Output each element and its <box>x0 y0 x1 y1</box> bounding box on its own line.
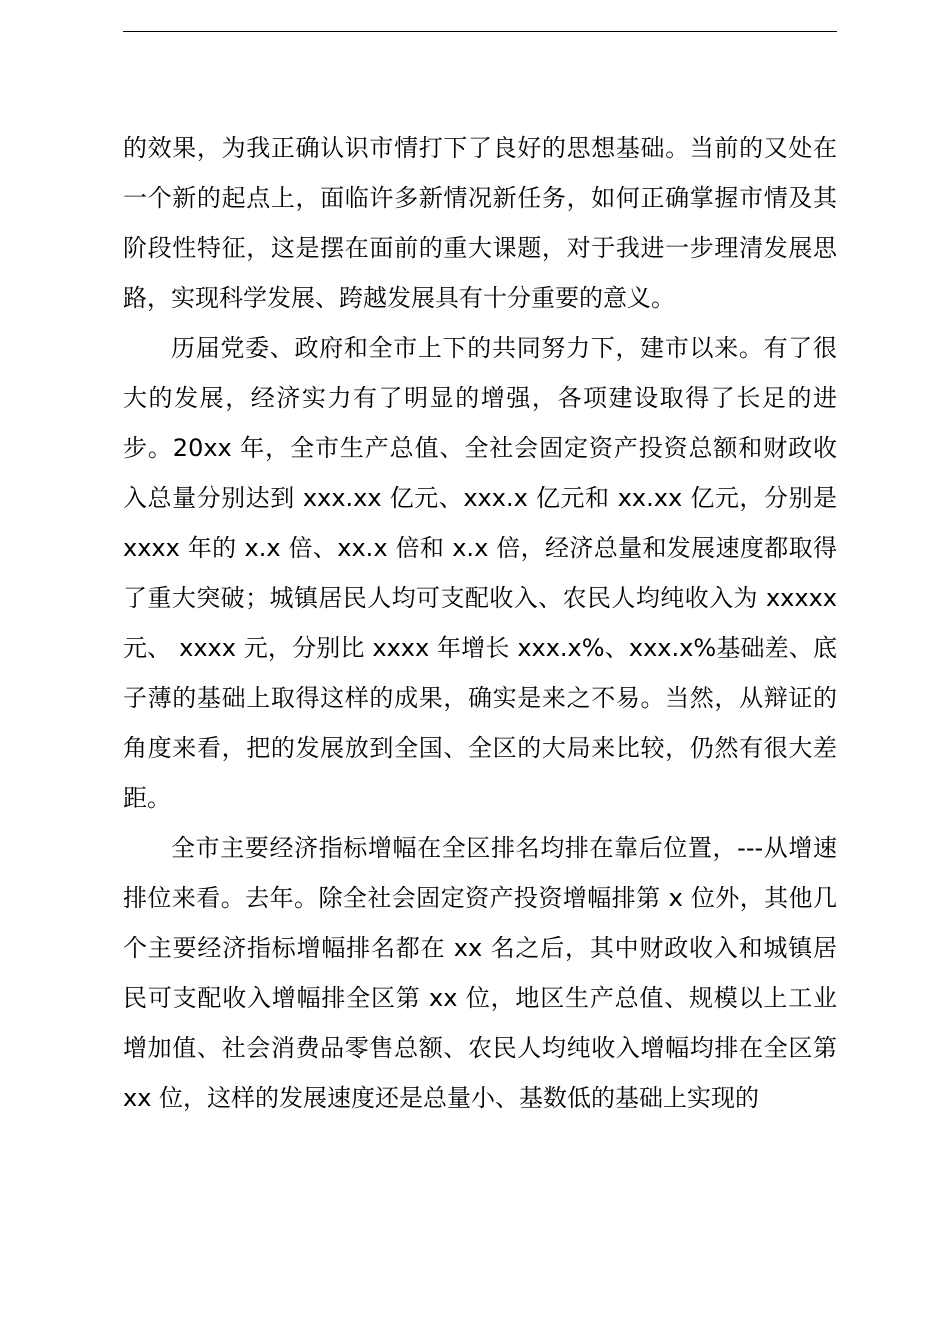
header-rule <box>123 31 837 32</box>
paragraph-2: 历届党委、政府和全市上下的共同努力下，建市以来。有了很大的发展，经济实力有了明显的增强，各项建设取得了长足的进步。20xx 年，全市生产总值、全社会固定资产投资总额和财政收入总量分别达到 xxx.xx 亿元、xxx.x 亿元和 xx.xx 亿元，分别是 xxxx 年的 x.x 倍、xx.x 倍和 x.x 倍，经济总量和发展速度都取得了重大突破；城镇居民人均可支配收入、农民人均纯收入为 xxxxx 元、 xxxx 元，分别比 xxxx 年增长 xxx.x%、xxx.x%基础差、底子薄的基础上取得这样的成果，确实是来之不易。当然，从辩证的角度来看，把的发展放到全国、全区的大局来比较，仍然有很大差距。 <box>123 334 837 812</box>
document-body <box>123 123 837 1123</box>
paragraph-1: 的效果，为我正确认识市情打下了良好的思想基础。当前的又处在一个新的起点上，面临许多新情况新任务，如何正确掌握市情及其阶段性特征，这是摆在面前的重大课题，对于我进一步理清发展思路，实现科学发展、跨越发展具有十分重要的意义。 <box>123 134 837 312</box>
paragraph-3: 全市主要经济指标增幅在全区排名均排在靠后位置，---从增速排位来看。去年。除全社会固定资产投资增幅排第 x 位外，其他几个主要经济指标增幅排名都在 xx 名之后，其中财政收入和城镇居民可支配收入增幅排全区第 xx 位，地区生产总值、规模以上工业增加值、社会消费品零售总额、农民人均纯收入增幅均排在全区第 xx 位，这样的发展速度还是总量小、基数低的基础上实现的 <box>123 834 837 1112</box>
